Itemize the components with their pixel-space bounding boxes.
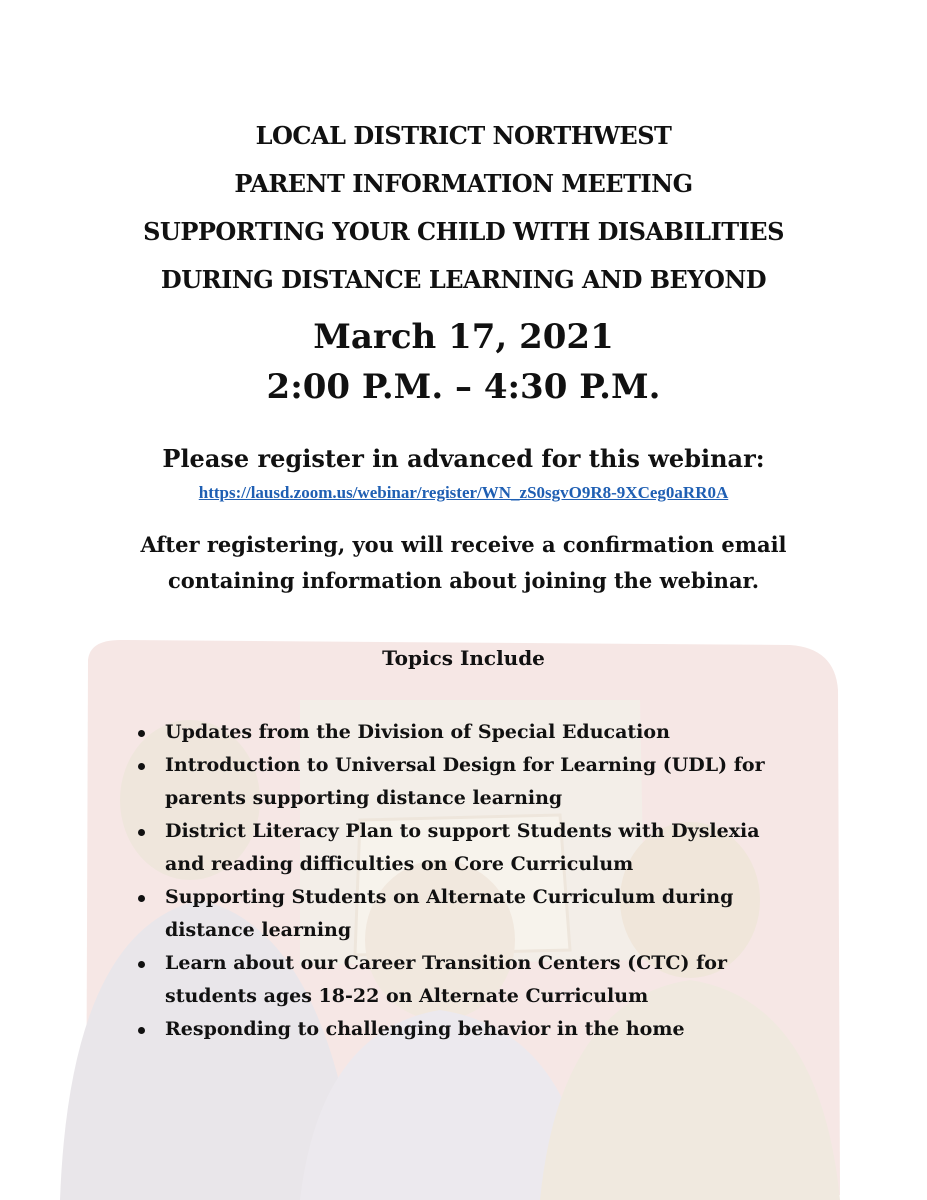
topic-text: parents supporting distance learning [165, 787, 563, 809]
list-item [135, 1013, 835, 1046]
topic-text: Introduction to Universal Design for Learning (UDL) for [165, 754, 765, 776]
confirmation-note [0, 527, 927, 599]
topics-list [135, 716, 835, 1046]
bullet-icon [138, 895, 145, 902]
bullet-icon [138, 730, 145, 737]
event-date: March 17, 2021 [313, 317, 614, 357]
event-datetime [0, 312, 927, 412]
list-item [135, 749, 835, 815]
topic-text: distance learning [165, 919, 352, 941]
topic-text: District Literacy Plan to support Students with Dyslexia [165, 820, 760, 842]
bullet-icon [138, 1027, 145, 1034]
topic-text: Responding to challenging behavior in the home [165, 1018, 685, 1040]
topics-heading: Topics Include [382, 646, 545, 670]
title-line-subtopic: DURING DISTANCE LEARNING AND BEYOND [160, 265, 767, 294]
title-line-district: LOCAL DISTRICT NORTHWEST [255, 121, 672, 150]
title-line-meeting: PARENT INFORMATION MEETING [234, 169, 693, 198]
topic-text: Supporting Students on Alternate Curriculum during [165, 886, 734, 908]
list-item [135, 947, 835, 1013]
topic-text: Learn about our Career Transition Centers (CTC) for [165, 952, 727, 974]
bullet-icon [138, 829, 145, 836]
title-line-topic: SUPPORTING YOUR CHILD WITH DISABILITIES [143, 217, 784, 246]
confirmation-line-1: After registering, you will receive a confirmation email [140, 532, 787, 557]
confirmation-line-2: containing information about joining the webinar. [167, 568, 760, 593]
list-item [135, 881, 835, 947]
register-link[interactable]: https://lausd.zoom.us/webinar/register/WN_zS0sgvO9R8-9XCeg0aRR0A [198, 483, 729, 502]
register-heading: Please register in advanced for this webinar: [162, 444, 765, 473]
topic-text: students ages 18-22 on Alternate Curriculum [165, 985, 649, 1007]
topic-text: and reading difficulties on Core Curriculum [165, 853, 634, 875]
list-item [135, 815, 835, 881]
list-item [135, 716, 835, 749]
event-time: 2:00 P.M. – 4:30 P.M. [266, 367, 661, 407]
topic-text: Updates from the Division of Special Education [165, 721, 670, 743]
flyer-title [0, 112, 927, 304]
bullet-icon [138, 763, 145, 770]
bullet-icon [138, 961, 145, 968]
